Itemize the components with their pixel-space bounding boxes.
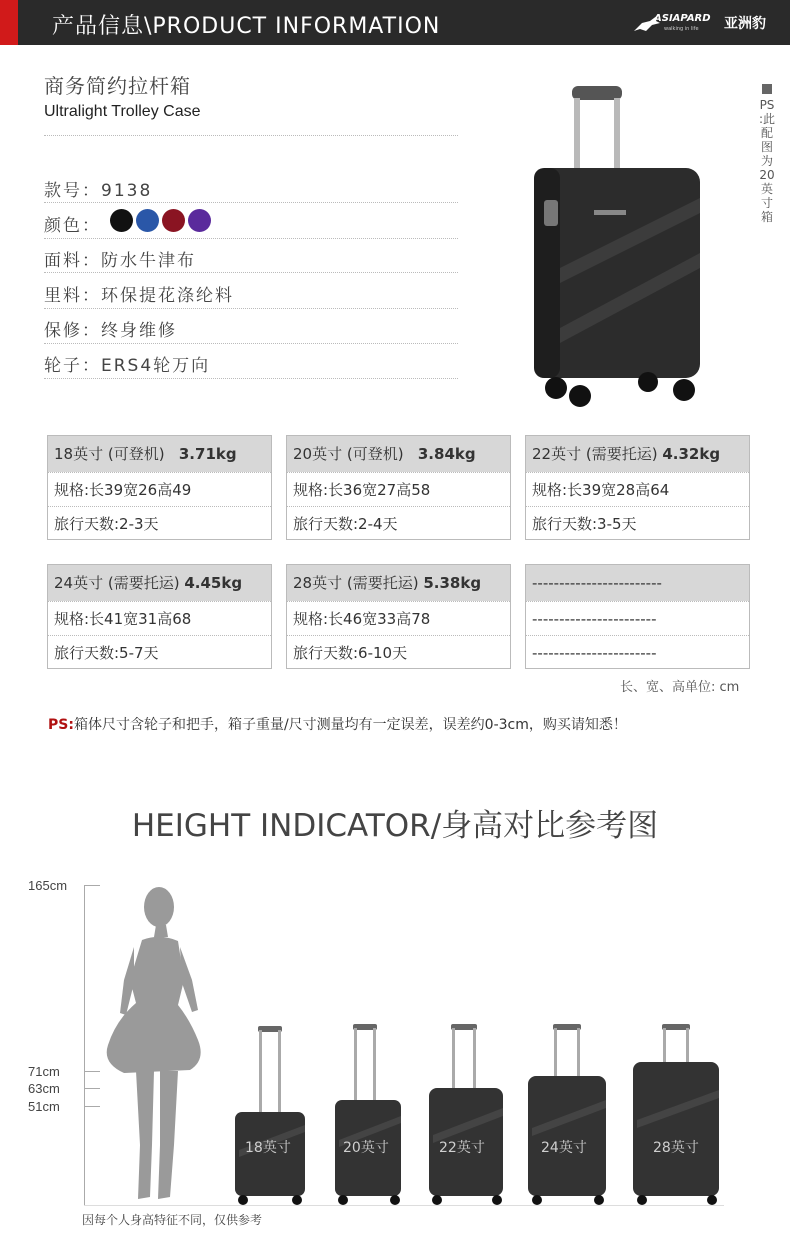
spec-weight: 4.45kg bbox=[184, 574, 243, 592]
spec-size: 22英寸 (需要托运) bbox=[532, 445, 658, 463]
suitcase-lineup bbox=[225, 1020, 735, 1210]
color-label: 颜色： bbox=[44, 216, 101, 236]
spec-card-20 bbox=[286, 435, 511, 540]
product-title-en: Ultralight Trolley Case bbox=[44, 103, 201, 120]
spec-card-28 bbox=[286, 564, 511, 669]
ps-text: 箱体尺寸含轮子和把手，箱子重量/尺寸测量均有一定误差，误差约0-3cm，购买请知悉！ bbox=[73, 717, 627, 733]
unit-note: 长、宽、高单位: cm bbox=[620, 680, 740, 695]
spec-days: 旅行天数:3-5天 bbox=[526, 506, 749, 540]
scale-label: 165cm bbox=[28, 878, 68, 893]
header-bar bbox=[0, 0, 790, 45]
spec-placeholder: ------------------------ bbox=[526, 565, 749, 601]
spec-days: 旅行天数:2-4天 bbox=[287, 506, 510, 540]
spec-weight: 5.38kg bbox=[423, 574, 482, 592]
height-footnote: 因每个人身高特征不同，仅供参考 bbox=[82, 1213, 263, 1227]
divider bbox=[44, 308, 458, 309]
logo-brand: ASIAPARD bbox=[654, 13, 711, 24]
person-silhouette bbox=[94, 885, 214, 1207]
spec-weight: 3.84kg bbox=[417, 445, 476, 463]
case-label: 22英寸 bbox=[439, 1140, 485, 1156]
suitcase-22 bbox=[429, 1024, 503, 1205]
height-indicator-title: HEIGHT INDICATOR/身高对比参考图 bbox=[131, 808, 659, 844]
handle-grip bbox=[572, 86, 622, 100]
spec-days: 旅行天数:5-7天 bbox=[48, 635, 271, 669]
logo-cn: 亚洲豹 bbox=[724, 16, 766, 32]
spec-placeholder: ----------------------- bbox=[526, 601, 749, 635]
divider bbox=[44, 135, 458, 136]
ps-label: PS: bbox=[48, 717, 74, 733]
spec-days: 旅行天数:6-10天 bbox=[287, 635, 510, 669]
case-label: 28英寸 bbox=[653, 1140, 699, 1156]
case-label: 20英寸 bbox=[343, 1140, 389, 1156]
square-bullet-icon bbox=[762, 84, 772, 94]
spec-placeholder: ----------------------- bbox=[526, 635, 749, 669]
suitcase-28 bbox=[633, 1024, 719, 1205]
spec-card-empty bbox=[525, 564, 750, 669]
header-accent bbox=[0, 0, 18, 45]
warranty-info: 保修：终身维修 bbox=[44, 321, 177, 341]
fabric-info: 面料：防水牛津布 bbox=[44, 251, 196, 271]
side-note: PS:此配图为20英寸箱 bbox=[758, 84, 776, 224]
height-scale-line bbox=[84, 885, 85, 1205]
case-label: 24英寸 bbox=[541, 1140, 587, 1156]
header-title: 产品信息\PRODUCT INFORMATION bbox=[52, 14, 441, 39]
spec-card-22 bbox=[525, 435, 750, 540]
color-swatch-purple[interactable] bbox=[188, 209, 211, 232]
spec-size: 20英寸 (可登机) bbox=[293, 445, 404, 463]
model-number: 款号：9138 bbox=[44, 181, 153, 201]
brand-logo bbox=[632, 9, 772, 39]
scale-label: 51cm bbox=[28, 1099, 60, 1114]
suitcase-18 bbox=[235, 1026, 305, 1205]
spec-days: 旅行天数:2-3天 bbox=[48, 506, 271, 540]
scale-label: 63cm bbox=[28, 1081, 60, 1096]
case-label: 18英寸 bbox=[245, 1140, 291, 1156]
color-swatches bbox=[110, 209, 220, 233]
scale-label: 71cm bbox=[28, 1064, 60, 1079]
spec-card-24 bbox=[47, 564, 272, 669]
spec-weight: 4.32kg bbox=[662, 445, 721, 463]
color-swatch-red[interactable] bbox=[162, 209, 185, 232]
divider bbox=[44, 202, 458, 203]
wheels-info: 轮子：ERS4轮万向 bbox=[44, 356, 211, 376]
spec-size: 18英寸 (可登机) bbox=[54, 445, 165, 463]
color-swatch-black[interactable] bbox=[110, 209, 133, 232]
spec-size: 28英寸 (需要托运) bbox=[293, 574, 419, 592]
suitcase-20 bbox=[335, 1024, 401, 1205]
spec-dims: 规格:长39宽28高64 bbox=[526, 472, 749, 506]
divider bbox=[44, 378, 458, 379]
spec-card-18 bbox=[47, 435, 272, 540]
spec-dims: 规格:长41宽31高68 bbox=[48, 601, 271, 635]
product-title-cn: 商务简约拉杆箱 bbox=[44, 74, 191, 98]
spec-size: 24英寸 (需要托运) bbox=[54, 574, 180, 592]
color-swatch-blue[interactable] bbox=[136, 209, 159, 232]
spec-weight: 3.71kg bbox=[178, 445, 237, 463]
spec-dims: 规格:长36宽27高58 bbox=[287, 472, 510, 506]
suitcase-24 bbox=[528, 1024, 606, 1205]
lining-info: 里料：环保提花涤纶料 bbox=[44, 286, 234, 306]
logo-slogan: walking in life bbox=[664, 26, 699, 32]
divider bbox=[44, 238, 458, 239]
divider bbox=[44, 343, 458, 344]
ps-note bbox=[48, 714, 627, 734]
divider bbox=[44, 272, 458, 273]
product-image-trolley-case bbox=[520, 78, 710, 418]
ground-line bbox=[84, 1205, 724, 1206]
spec-dims: 规格:长46宽33高78 bbox=[287, 601, 510, 635]
spec-dims: 规格:长39宽26高49 bbox=[48, 472, 271, 506]
